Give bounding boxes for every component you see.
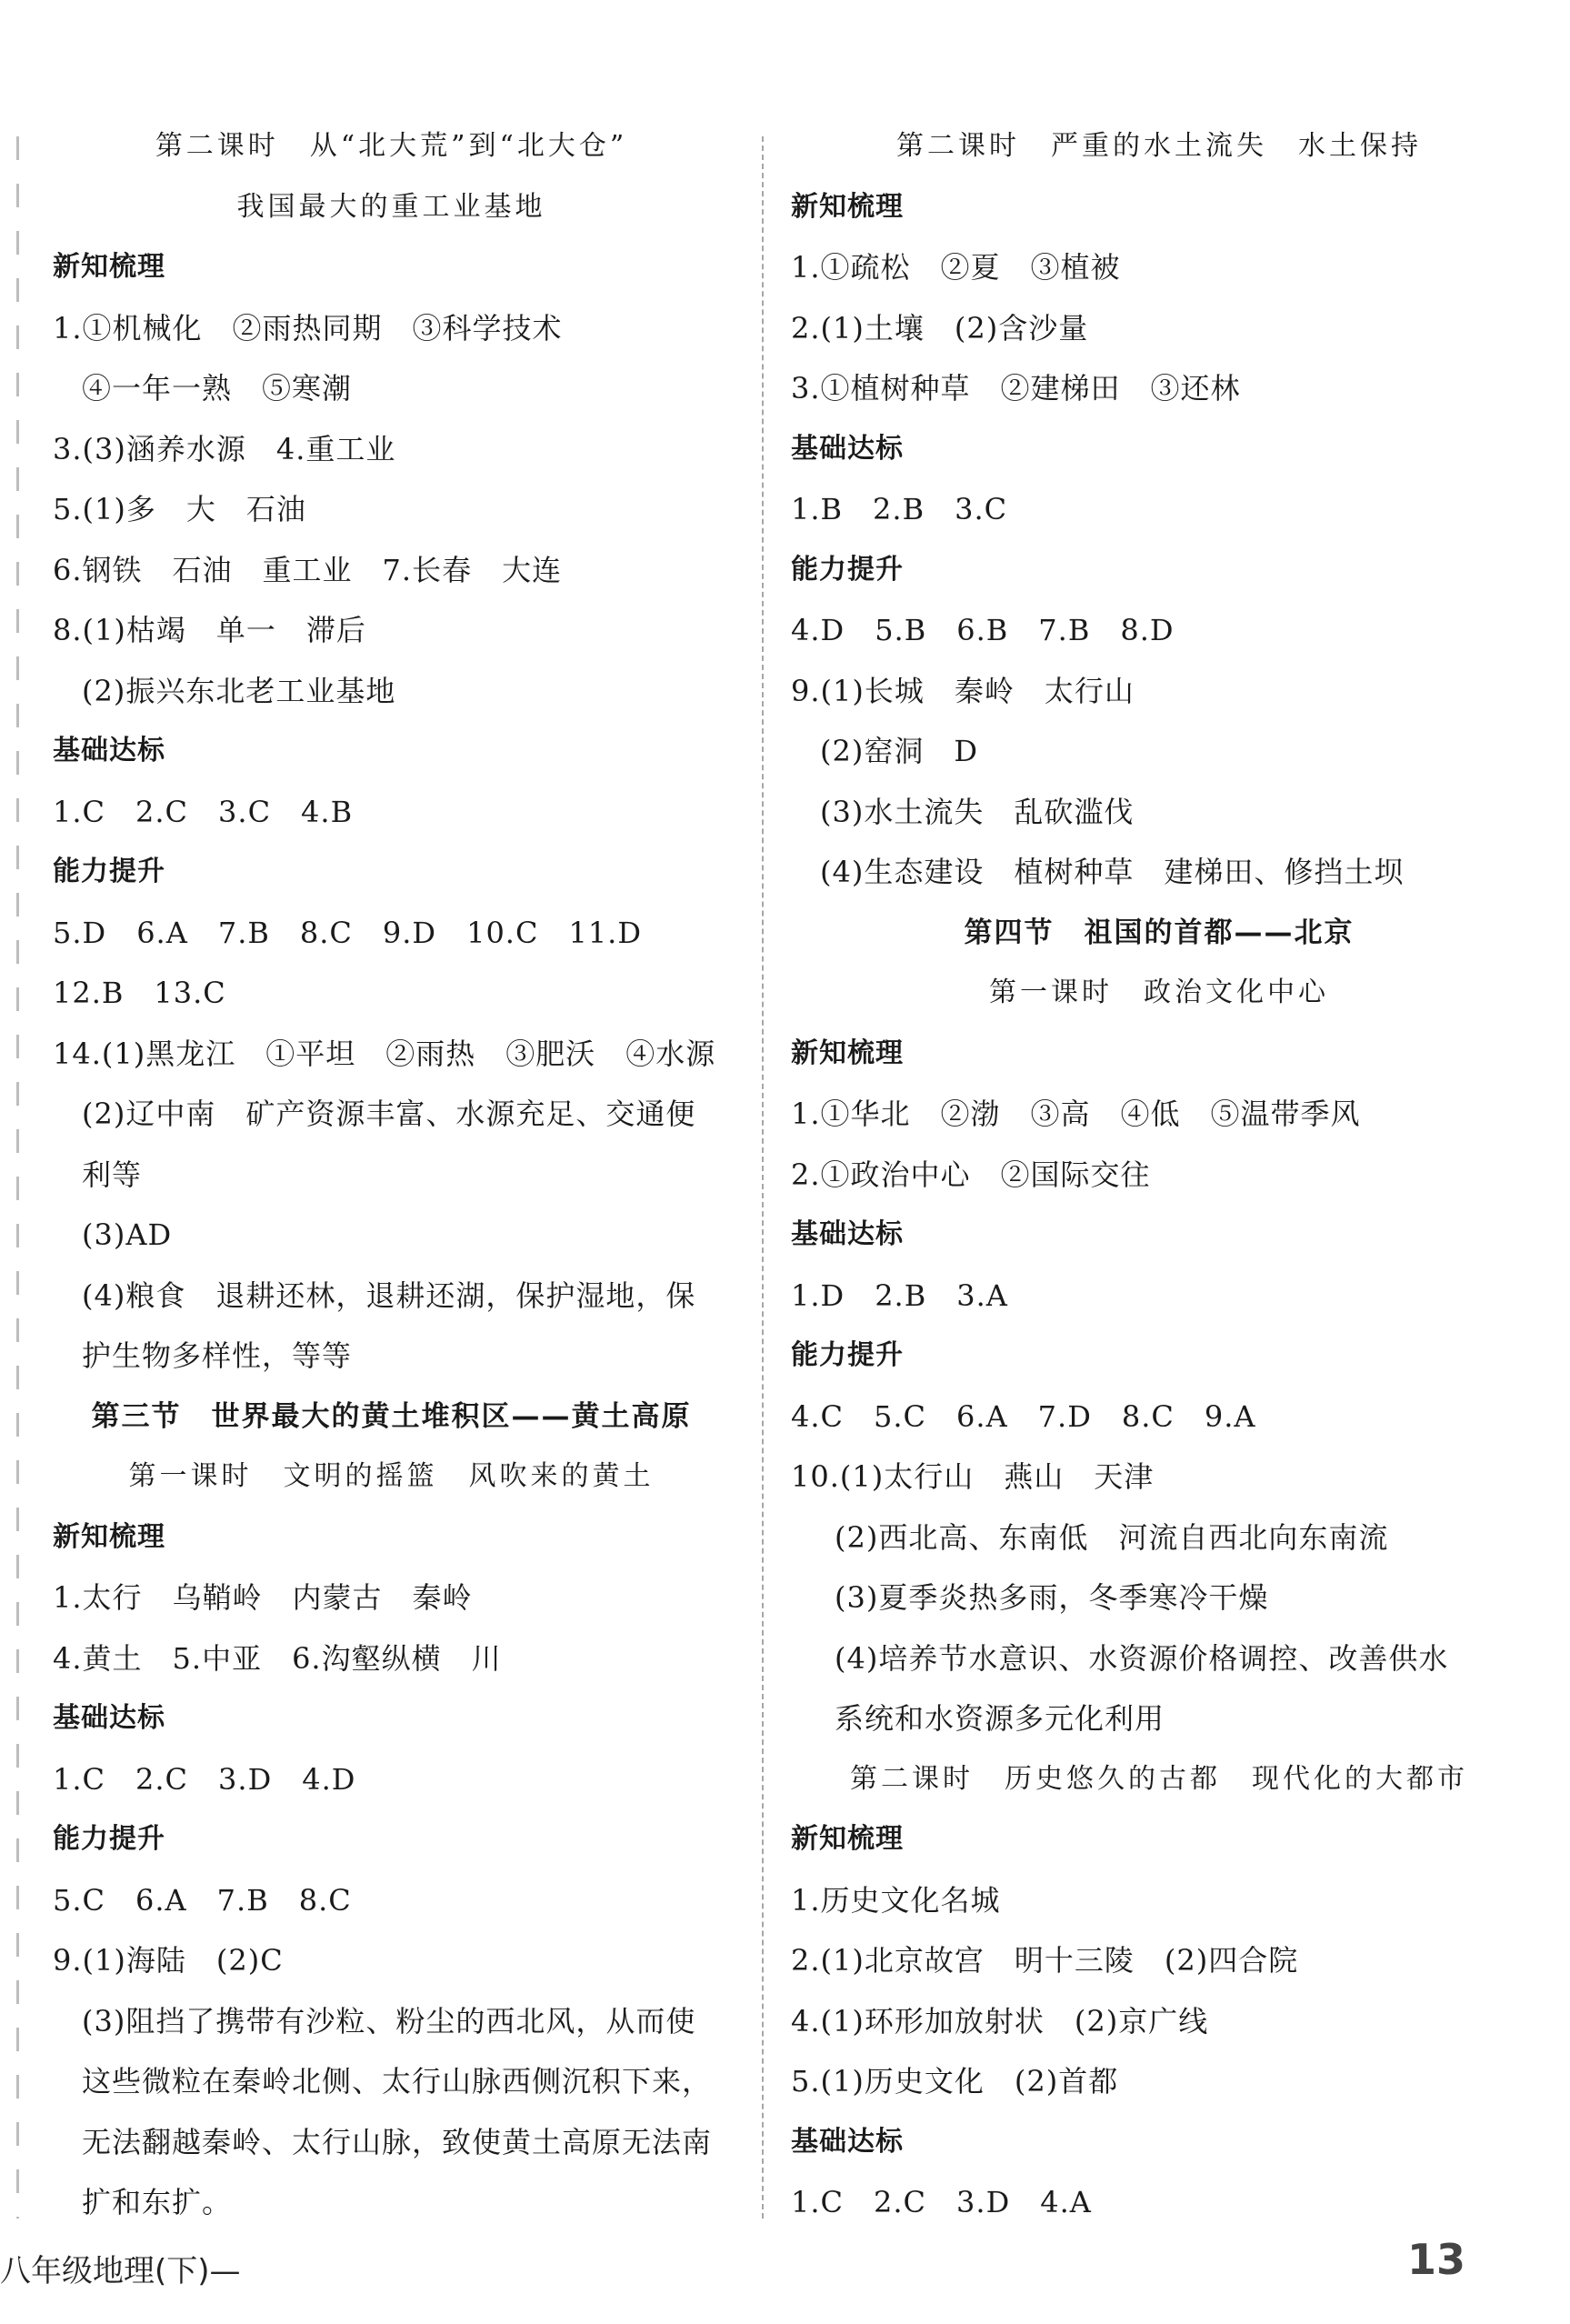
answer-line: 10.(1)太行山 燕山 天津: [791, 1459, 1155, 1494]
answer-line: 1.C 2.C 3.C 4.B: [53, 794, 354, 829]
answer-line: 3.(3)涵养水源 4.重工业: [53, 431, 396, 466]
section-heading: 基础达标: [791, 1218, 904, 1250]
answer-line: 1.B 2.B 3.C: [791, 492, 1008, 526]
answer-line: (3)夏季炎热多雨，冬季寒冷干燥: [835, 1580, 1269, 1615]
grade-subject-label: 八年级地理(下)—: [0, 2253, 241, 2289]
section-heading: 基础达标: [53, 735, 165, 766]
answer-line: 3.①植树种草 ②建梯田 ③还林: [791, 371, 1241, 406]
lesson-subtitle: 第一课时 政治文化中心: [989, 977, 1329, 1008]
answer-line: 1.太行 乌鞘岭 内蒙古 秦岭: [53, 1580, 473, 1615]
answer-line: 4.D 5.B 6.B 7.B 8.D: [791, 613, 1175, 647]
lesson-subtitle: 我国最大的重工业基地: [236, 190, 546, 223]
answer-line: 8.(1)枯竭 单一 滞后: [53, 613, 366, 647]
answer-line: (3)AD: [82, 1217, 173, 1252]
answer-line: 无法翻越秦岭、太行山脉，致使黄土高原无法南: [82, 2124, 713, 2159]
answer-line: (2)西北高、东南低 河流自西北向东南流: [835, 1519, 1389, 1555]
answer-line: (2)窑洞 D: [820, 734, 978, 768]
answer-line: 14.(1)黑龙江 ①平坦 ②雨热 ③肥沃 ④水源: [53, 1036, 716, 1071]
answer-line: (4)生态建设 植树种草 建梯田、修挡土坝: [820, 855, 1405, 889]
answer-line: 9.(1)长城 秦岭 太行山: [791, 673, 1135, 708]
lesson-title: 第二课时 从“北大荒”到“北大仓”: [155, 130, 628, 162]
answer-line: 6.钢铁 石油 重工业 7.长春 大连: [53, 552, 563, 587]
answer-line: 这些微粒在秦岭北侧、太行山脉西侧沉积下来，: [82, 2064, 713, 2099]
section-heading: 新知梳理: [53, 1520, 165, 1553]
right-column: [791, 116, 1527, 2233]
section-heading: 新知梳理: [791, 190, 904, 223]
answer-line: (4)粮食 退耕还林，退耕还湖，保护湿地，保: [82, 1277, 696, 1313]
section-heading: 基础达标: [791, 2125, 904, 2158]
section-heading: 新知梳理: [53, 251, 165, 283]
section-heading: 基础达标: [791, 432, 904, 465]
answer-line: 5.(1)多 大 石油: [53, 492, 306, 526]
chapter-section-title: 第三节 世界最大的黄土堆积区——黄土高原: [91, 1399, 692, 1433]
lesson-subtitle: 第一课时 文明的摇篮 风吹来的黄土: [128, 1460, 655, 1492]
answer-line: 利等: [82, 1157, 143, 1192]
section-heading: 能力提升: [791, 1339, 904, 1371]
answer-line: (2)振兴东北老工业基地: [82, 673, 396, 708]
column-divider: [762, 136, 764, 2219]
left-column: [53, 116, 730, 2233]
answer-line: 4.(1)环形加放射状 (2)京广线: [791, 2003, 1209, 2039]
answer-line: 1.C 2.C 3.D 4.A: [791, 2185, 1092, 2219]
page-edge-marks: [16, 136, 19, 2219]
chapter-section-title: 第四节 祖国的首都——北京: [964, 916, 1355, 949]
lesson-title: 第二课时 严重的水土流失 水土保持: [896, 130, 1422, 162]
answer-line: (3)水土流失 乱砍滥伐: [820, 794, 1135, 829]
section-heading: 能力提升: [53, 1823, 165, 1855]
answer-line: 4.黄土 5.中亚 6.沟壑纵横 川: [53, 1640, 502, 1676]
answer-line: 2.①政治中心 ②国际交往: [791, 1157, 1151, 1192]
answer-line: 9.(1)海陆 (2)C: [53, 1943, 284, 1978]
answer-line: (3)阻挡了携带有沙粒、粉尘的西北风，从而使: [82, 2003, 696, 2039]
answer-line: 扩和东扩。: [82, 2185, 233, 2219]
answer-line: 1.①机械化 ②雨热同期 ③科学技术: [53, 310, 563, 346]
section-heading: 基础达标: [53, 1702, 165, 1734]
section-heading: 能力提升: [791, 553, 904, 586]
answer-line: 2.(1)北京故宫 明十三陵 (2)四合院: [791, 1943, 1299, 1978]
answer-line: 5.C 6.A 7.B 8.C: [53, 1882, 352, 1918]
section-heading: 能力提升: [53, 856, 165, 887]
answer-line: 4.C 5.C 6.A 7.D 8.C 9.A: [791, 1398, 1256, 1434]
answer-line: (4)培养节水意识、水资源价格调控、改善供水: [835, 1640, 1449, 1676]
section-heading: 新知梳理: [791, 1823, 904, 1855]
lesson-subtitle: 第二课时 历史悠久的古都 现代化的大都市: [850, 1762, 1468, 1795]
answer-line: (2)辽中南 矿产资源丰富、水源充足、交通便: [82, 1097, 696, 1131]
answer-line: 2.(1)土壤 (2)含沙量: [791, 310, 1089, 346]
answer-line: ④一年一熟 ⑤寒潮: [82, 371, 353, 406]
answer-line: 12.B 13.C: [53, 976, 226, 1010]
answer-line: 1.①疏松 ②夏 ③植被: [791, 250, 1121, 285]
section-heading: 新知梳理: [791, 1037, 904, 1069]
answer-line: 5.D 6.A 7.B 8.C 9.D 10.C 11.D: [53, 915, 643, 950]
answer-line: 5.(1)历史文化 (2)首都: [791, 2064, 1119, 2099]
answer-line: 护生物多样性，等等: [82, 1338, 353, 1373]
answer-line: 1.C 2.C 3.D 4.D: [53, 1761, 356, 1797]
answer-line: 1.历史文化名城: [791, 1882, 1001, 1918]
answer-line: 1.①华北 ②渤 ③高 ④低 ⑤温带季风: [791, 1097, 1361, 1131]
answer-line: 1.D 2.B 3.A: [791, 1277, 1008, 1313]
page-number: 13: [1407, 2235, 1466, 2284]
answer-line: 系统和水资源多元化利用: [835, 1701, 1165, 1736]
